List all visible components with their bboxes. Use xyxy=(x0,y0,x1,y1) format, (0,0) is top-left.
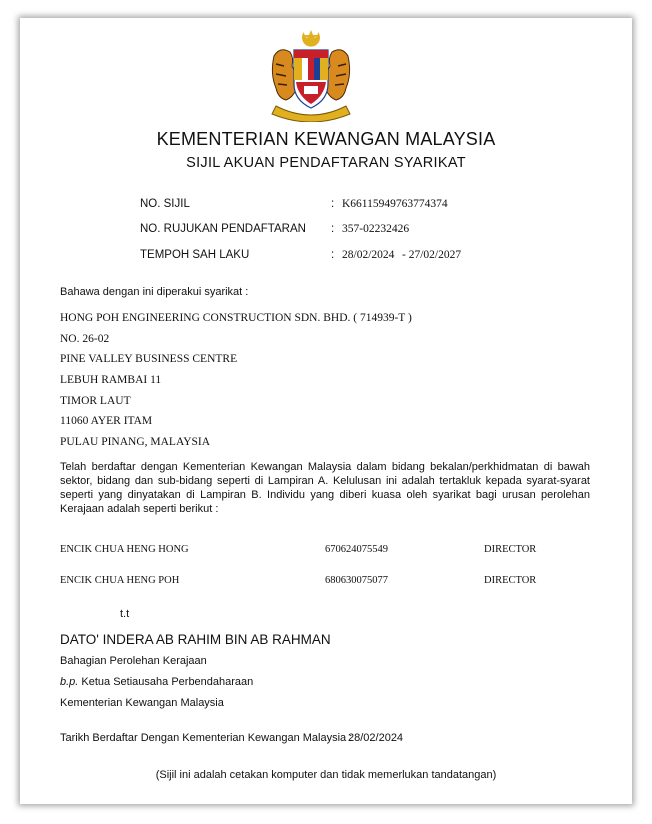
person-role: DIRECTOR xyxy=(484,544,537,555)
signatory-division: Bahagian Perolehan Kerajaan xyxy=(60,655,207,667)
validity-from: 28/02/2024 xyxy=(342,249,395,261)
signatory-title xyxy=(60,676,253,688)
malaysia-coat-of-arms-icon xyxy=(266,28,356,122)
validity-colon: : xyxy=(331,249,335,261)
ref-colon: : xyxy=(331,223,335,235)
signatory-title-text: Ketua Setiausaha Perbendaharaan xyxy=(81,676,254,688)
registered-date-label: Tarikh Berdaftar Dengan Kementerian Kewangan Malaysia : xyxy=(60,732,353,744)
address-line: LEBUH RAMBAI 11 xyxy=(60,374,162,386)
signatory-name: DATO' INDERA AB RAHIM BIN AB RAHMAN xyxy=(60,632,331,647)
cert-no-colon: : xyxy=(331,198,335,210)
ministry-title: KEMENTERIAN KEWANGAN MALAYSIA xyxy=(156,129,496,149)
person-id: 670624075549 xyxy=(325,544,388,555)
cert-no-value: K66115949763774374 xyxy=(342,198,448,210)
certificate-title: SIJIL AKUAN PENDAFTARAN SYARIKAT xyxy=(186,155,466,171)
cert-no-label: NO. SIJIL xyxy=(140,198,190,210)
certificate-page xyxy=(20,18,632,804)
company-name: HONG POH ENGINEERING CONSTRUCTION SDN. BHD. ( 714939-T ) xyxy=(60,312,412,324)
address-line: TIMOR LAUT xyxy=(60,395,131,407)
address-line: NO. 26-02 xyxy=(60,333,110,345)
signatory-ministry: Kementerian Kewangan Malaysia xyxy=(60,697,224,709)
tt-mark: t.t xyxy=(120,608,130,620)
address-line: 11060 AYER ITAM xyxy=(60,415,153,427)
intro-text: Bahawa dengan ini diperakui syarikat : xyxy=(60,286,249,298)
address-line: PINE VALLEY BUSINESS CENTRE xyxy=(60,353,238,365)
validity-label: TEMPOH SAH LAKU xyxy=(140,249,250,261)
bp-prefix: b.p. xyxy=(60,676,79,688)
registration-paragraph: Telah berdaftar dengan Kementerian Kewangan Malaysia dalam bidang bekalan/perkhidmatan di bawah sektor, bidang dan sub-bidang seperti di Lampiran A. Kelulusan ini adalah tertakluk kepada syarat-syarat seperti yang dinyatakan di Lampiran B. Individu yang diberi kuasa oleh syarikat bagi urusan perolehan Kerajaan adalah seperti berikut : xyxy=(60,461,590,515)
registered-date-value: 28/02/2024 xyxy=(348,732,404,744)
person-name: ENCIK CHUA HENG HONG xyxy=(60,544,189,555)
ref-value: 357-02232426 xyxy=(342,223,410,235)
person-name: ENCIK CHUA HENG POH xyxy=(60,575,180,586)
ref-label: NO. RUJUKAN PENDAFTARAN xyxy=(140,223,306,235)
person-role: DIRECTOR xyxy=(484,575,537,586)
person-id: 680630075077 xyxy=(325,575,388,586)
footer-note: (Sijil ini adalah cetakan komputer dan tidak memerlukan tandatangan) xyxy=(155,769,497,781)
address-line: PULAU PINANG, MALAYSIA xyxy=(60,436,211,448)
validity-to: - 27/02/2027 xyxy=(402,249,462,261)
